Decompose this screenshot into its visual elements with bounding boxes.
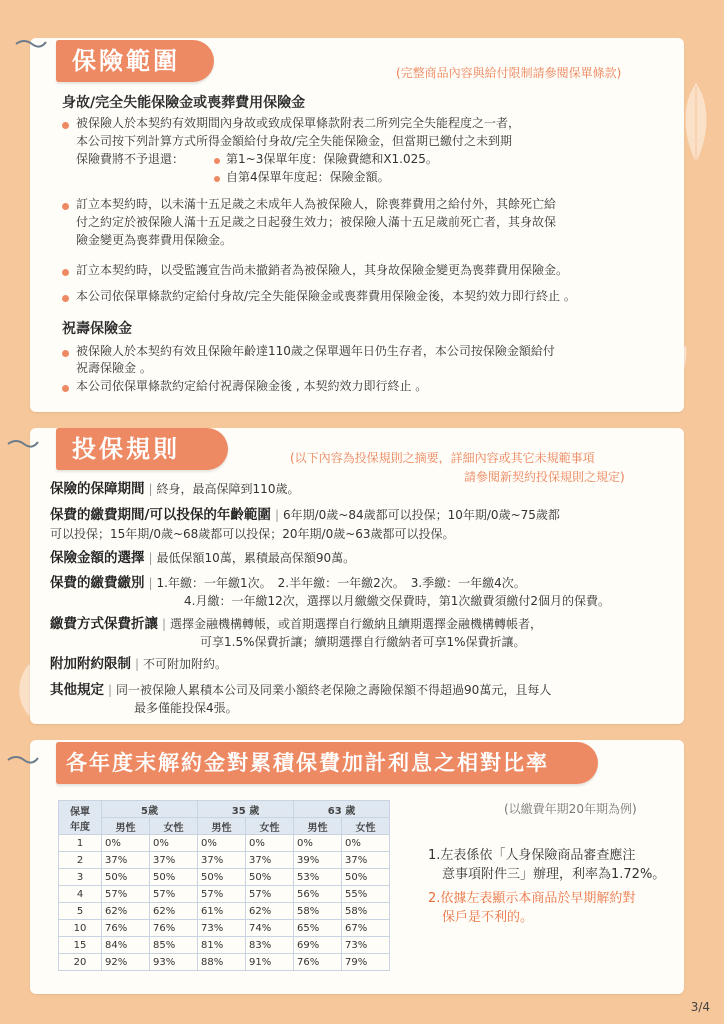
table-cell: 62% [150, 903, 198, 920]
table-subheader: 女性 [246, 818, 294, 835]
table-subheader: 男性 [294, 818, 342, 835]
table-cell: 50% [150, 869, 198, 886]
table-row-label: 10 [59, 920, 102, 937]
table-cell: 0% [150, 835, 198, 852]
rules-note-line2: 請參閱新契約投保規則之規定) [464, 470, 625, 484]
bullet-dot [214, 158, 220, 164]
table-row-label: 2 [59, 852, 102, 869]
bullet-dot [62, 269, 69, 276]
table-cell: 0% [102, 835, 150, 852]
rule-sum-insured: 保險金額的選擇 | 最低保額10萬，累積最高保額90萬。 [50, 550, 356, 566]
table-cell: 50% [198, 869, 246, 886]
rule-coverage-period: 保險的保障期間 | 終身，最高保障到110歲。 [50, 481, 300, 497]
rule-other: 其他規定 | 同一被保險人累積本公司及同業小額終老保險之壽險保額不得超過90萬元，且每人 [50, 682, 552, 698]
rule-label: 保險的保障期間 [50, 481, 145, 497]
rule-label: 保費的繳費繳別 [50, 575, 145, 591]
bullet-text: 訂立本契約時，以未滿十五足歲之未成年人為被保險人，除喪葬費用之給付外，其餘死亡給 [76, 197, 557, 211]
table-cell: 58% [342, 903, 390, 920]
table-subheader: 男性 [102, 818, 150, 835]
bullet-subtext: 自第4保單年度起：保險金額。 [226, 170, 390, 184]
table-cell: 0% [294, 835, 342, 852]
bullet-text: 保險費將不予退還： [76, 152, 185, 166]
table-cell: 53% [294, 869, 342, 886]
table-cell: 81% [198, 937, 246, 954]
table-row-label: 20 [59, 954, 102, 971]
bullet-dot [62, 350, 69, 357]
table-cell: 58% [294, 903, 342, 920]
table-cell: 57% [246, 886, 294, 903]
rule-value: 1.年繳：一年繳1次。 2.半年繳：一年繳2次。 3.季繳：一年繳4次。 [156, 576, 526, 590]
table-cell: 69% [294, 937, 342, 954]
table-cell: 37% [246, 852, 294, 869]
bullet-dot [62, 122, 69, 129]
bullet-text: 本公司依保單條款約定給付身故/完全失能保險金或喪葬費用保險金後，本契約效力即行終止 。 [76, 289, 576, 303]
hook-decoration-icon [6, 436, 40, 450]
rule-value: 6年期/0歲~84歲都可以投保；10年期/0歲~75歲都 [282, 508, 560, 522]
row-header-line: 保單 [70, 806, 90, 818]
table-row [59, 852, 390, 869]
rule-value: 選擇金融機構轉帳，或首期選擇自行繳納且續期選擇金融機構轉帳者， [170, 617, 543, 631]
bullet-text: 本公司依保單條款約定給付祝壽保險金後 , 本契約效力即行終止 。 [76, 379, 428, 393]
table-cell: 37% [150, 852, 198, 869]
table-cell: 57% [150, 886, 198, 903]
table-row [59, 869, 390, 886]
coverage-note: (完整商品內容與給付限制請參閱保單條款) [396, 66, 622, 80]
table-subheader: 女性 [150, 818, 198, 835]
table-subheader: 女性 [342, 818, 390, 835]
bullet-dot [62, 203, 69, 210]
rule-label: 保費的繳費期間/可以投保的年齡範圍 [50, 507, 271, 523]
table-cell: 0% [342, 835, 390, 852]
table-row [59, 937, 390, 954]
rule-rider: 附加附約限制 | 不可附加附約。 [50, 656, 228, 672]
table-cell: 67% [342, 920, 390, 937]
table-cell: 37% [102, 852, 150, 869]
bullet-dot [214, 176, 220, 182]
table-cell: 92% [102, 954, 150, 971]
rule-value: 同一被保險人累積本公司及同業小額終老保險之壽險保額不得超過90萬元，且每人 [116, 683, 552, 697]
table-cell: 56% [294, 886, 342, 903]
surrender-ratio-table [58, 800, 390, 971]
table-cell: 83% [246, 937, 294, 954]
row-header-line: 年度 [70, 821, 90, 833]
table-cell: 74% [246, 920, 294, 937]
table-group-header: 35 歲 [198, 801, 294, 818]
bullet-text: 祝壽保險金 。 [76, 361, 152, 375]
rule-label: 保險金額的選擇 [50, 550, 145, 566]
table-cell: 55% [342, 886, 390, 903]
table-cell: 93% [150, 954, 198, 971]
bullet-dot [62, 295, 69, 302]
table-cell: 62% [246, 903, 294, 920]
table-cell: 61% [198, 903, 246, 920]
table-cell: 65% [294, 920, 342, 937]
rule-payment-mode: 保費的繳費繳別 | 1.年繳：一年繳1次。 2.半年繳：一年繳2次。 3.季繳：一年繳4次。 [50, 575, 526, 591]
rule-value: 不可附加附約。 [143, 657, 228, 671]
table-cell: 88% [198, 954, 246, 971]
section-title-surrender: 各年度末解約金對累積保費加計利息之相對比率 [56, 742, 598, 784]
rule-payment-period: 保費的繳費期間/可以投保的年齡範圍 | 6年期/0歲~84歲都可以投保；10年期/0歲~75歲都 [50, 507, 560, 523]
table-row [59, 886, 390, 903]
rule-value-continued: 可以投保；15年期/0歲~68歲都可以投保；20年期/0歲~63歲都可以投保。 [50, 527, 455, 541]
section-title-rules: 投保規則 [56, 428, 228, 470]
bullet-text: 本公司按下列計算方式所得金額給付身故/完全失能保險金，但當期已繳付之未到期 [76, 134, 513, 148]
bullet-subtext: 第1~3保單年度：保險費總和X1.025。 [226, 152, 438, 166]
table-cell: 57% [198, 886, 246, 903]
rule-label: 附加附約限制 [50, 656, 131, 672]
table-cell: 85% [150, 937, 198, 954]
bullet-text: 被保險人於本契約有效期間內身故或致成保單條款附表二所列完全失能程度之一者， [76, 116, 521, 130]
table-cell: 76% [102, 920, 150, 937]
table-row-header [59, 801, 102, 835]
table-row-label: 5 [59, 903, 102, 920]
hook-decoration-icon [14, 36, 48, 50]
table-row [59, 903, 390, 920]
table-note-2-line1: 2.依據左表顯示本商品於早期解約對 [428, 891, 636, 906]
rule-value-continued: 可享1.5%保費折讓；續期選擇自行繳納者可享1%保費折讓。 [200, 635, 526, 649]
rule-value: 終身，最高保障到110歲。 [156, 482, 300, 496]
bullet-text: 訂立本契約時，以受監護宣告尚未撤銷者為被保險人，其身故保險金變更為喪葬費用保險金。 [76, 263, 569, 277]
table-row-label: 4 [59, 886, 102, 903]
page-number: 3/4 [690, 1000, 710, 1014]
subheading-death-disability: 身故/完全失能保險金或喪葬費用保險金 [62, 95, 306, 111]
table-cell: 73% [342, 937, 390, 954]
table-cell: 76% [294, 954, 342, 971]
table-note-1-line2: 意事項附件三」辦理，利率為1.72%。 [442, 867, 666, 882]
table-row [59, 835, 390, 852]
table-subheader: 男性 [198, 818, 246, 835]
table-cell: 0% [246, 835, 294, 852]
table-cell: 73% [198, 920, 246, 937]
rules-note-line1: (以下內容為投保規則之摘要，詳細內容或其它未規範事項 [290, 451, 595, 465]
table-cell: 37% [198, 852, 246, 869]
table-row-label: 1 [59, 835, 102, 852]
table-cell: 79% [342, 954, 390, 971]
rule-value: 最低保額10萬，累積最高保額90萬。 [156, 551, 356, 565]
section-title-coverage: 保險範圍 [56, 40, 214, 82]
rule-value-continued: 最多僅能投保4張。 [134, 701, 238, 715]
table-row-label: 3 [59, 869, 102, 886]
bullet-text: 被保險人於本契約有效且保險年齡達110歲之保單週年日仍生存者，本公司按保險金額給付 [76, 344, 555, 358]
table-note-2-line2: 保戶是不利的。 [442, 910, 534, 925]
table-note-1-line1: 1.左表係依「人身保險商品審查應注 [428, 848, 636, 863]
rule-label: 其他規定 [50, 682, 104, 698]
surrender-note: (以繳費年期20年期為例) [504, 802, 637, 816]
table-group-header: 5歲 [102, 801, 198, 818]
table-group-header: 63 歲 [294, 801, 390, 818]
table-row [59, 920, 390, 937]
table-cell: 39% [294, 852, 342, 869]
hook-decoration-icon [6, 752, 40, 766]
table-cell: 76% [150, 920, 198, 937]
table-cell: 37% [342, 852, 390, 869]
table-row [59, 954, 390, 971]
table-cell: 57% [102, 886, 150, 903]
table-cell: 50% [246, 869, 294, 886]
table-cell: 91% [246, 954, 294, 971]
bullet-text: 付之約定於被保險人滿十五足歲之日起發生效力；被保險人滿十五足歲前死亡者，其身故保 [76, 215, 557, 229]
table-cell: 84% [102, 937, 150, 954]
rule-discount: 繳費方式保費折讓 | 選擇金融機構轉帳，或首期選擇自行繳納且續期選擇金融機構轉帳者， [50, 616, 543, 632]
subheading-longevity: 祝壽保險金 [62, 321, 132, 337]
rule-label: 繳費方式保費折讓 [50, 616, 158, 632]
bullet-text: 險金變更為喪葬費用保險金。 [76, 233, 233, 247]
table-cell: 0% [198, 835, 246, 852]
table-row-label: 15 [59, 937, 102, 954]
table-cell: 50% [342, 869, 390, 886]
rule-value-continued: 4.月繳：一年繳12次，選擇以月繳繳交保費時，第1次繳費須繳付2個月的保費。 [184, 594, 610, 608]
table-cell: 62% [102, 903, 150, 920]
table-cell: 50% [102, 869, 150, 886]
bullet-dot [62, 385, 69, 392]
